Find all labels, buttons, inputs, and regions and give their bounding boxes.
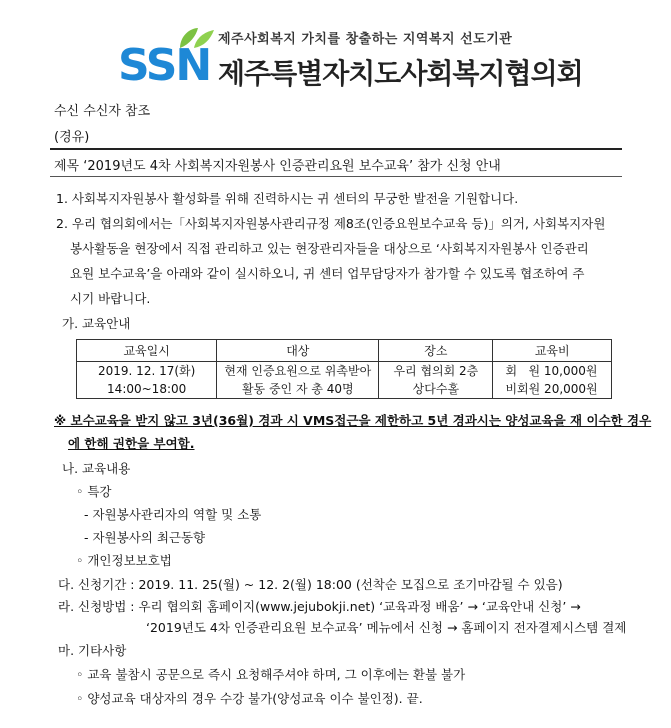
org-name: 제주특별자치도사회복지협의회 <box>218 57 583 90</box>
list-item: ◦ 양성교육 대상자의 경우 수강 불가(양성교육 이수 불인정). 끝. <box>76 691 423 706</box>
paragraph-2-line-2: 봉사활동을 현장에서 직접 관리하고 있는 현장관리자들을 대상으로 ‘사회복지자원봉사 인증관리 <box>70 241 589 256</box>
paragraph-2-line-1: 2. 우리 협의회에서는「사회복지자원봉사관리규정 제8조(인증요원보수교육 등)」의거, 사회복지자원 <box>56 216 606 231</box>
paragraph-2-line-4: 시기 바랍니다. <box>70 291 151 306</box>
subject-line: 제목 ‘2019년도 4차 사회복지자원봉사 인증관리요원 보수교육’ 참가 신청 안내 <box>54 159 501 174</box>
paragraph-1: 1. 사회복지자원봉사 활성화를 위해 진력하시는 귀 센터의 무궁한 발전을 기원합니다. <box>56 191 519 206</box>
section-ra-line-1: 라. 신청방법 : 우리 협의회 홈페이지(www.jejubokji.net) ‘교육과정 배움’ → ‘교육안내 신청’ → <box>58 599 581 614</box>
table-cell-target <box>217 362 379 399</box>
list-item: ◦ 개인정보보호법 <box>76 553 172 568</box>
divider <box>50 176 622 177</box>
time-text: 14:00~18:00 <box>107 382 187 396</box>
paragraph-2-line-3: 요원 보수교육’을 아래와 같이 실시하오니, 귀 센터 업무담당자가 참가할 수 있도록 협조하여 주 <box>70 266 585 281</box>
divider <box>50 148 622 150</box>
table-header-cell: 교육비 <box>493 340 612 362</box>
table-cell-place <box>379 362 493 399</box>
ssn-logo: SSN <box>118 40 211 91</box>
table-cell-fee <box>493 362 612 399</box>
recipient-line: 수신 수신자 참조 <box>54 104 151 119</box>
date-text: 2019. 12. 17(화) <box>98 364 196 378</box>
education-info-table <box>76 339 612 399</box>
org-slogan: 제주사회복지 가치를 창출하는 지역복지 선도기관 <box>218 32 513 47</box>
section-ga-heading: 가. 교육안내 <box>62 316 131 331</box>
table-header-row <box>77 340 612 362</box>
table-header-cell: 장소 <box>379 340 493 362</box>
section-ma-heading: 마. 기타사항 <box>58 643 127 658</box>
table-header-cell: 대상 <box>217 340 379 362</box>
list-item: - 자원봉사의 최근동향 <box>84 530 206 545</box>
table-row <box>77 362 612 399</box>
fee-nonmember-text: 비회원 20,000원 <box>505 382 598 396</box>
table-cell-date <box>77 362 217 399</box>
list-item: - 자원봉사관리자의 역할 및 소통 <box>84 507 262 522</box>
place-text: 우리 협의회 2층 <box>393 364 479 378</box>
list-item: ◦ 특강 <box>76 484 112 499</box>
via-line: (경유) <box>54 130 90 145</box>
place-text: 상다수홀 <box>412 382 460 396</box>
list-item: ◦ 교육 불참시 공문으로 즉시 요청해주셔야 하며, 그 이후에는 환불 불가 <box>76 667 466 682</box>
section-da: 다. 신청기간 : 2019. 11. 25(월) ~ 12. 2(월) 18:00 (선착순 모집으로 조기마감될 수 있음) <box>58 577 563 592</box>
target-text: 현재 인증요원으로 위촉받아 <box>224 364 372 378</box>
notice-line-1: ※ 보수교육을 받지 않고 3년(36월) 경과 시 VMS접근을 제한하고 5년 경과시는 양성교육을 재 이수한 경우 <box>54 413 652 428</box>
section-ra-line-2: ‘2019년도 4차 인증관리요원 보수교육’ 메뉴에서 신청 → 홈페이지 전자결제시스템 결제 <box>146 620 627 635</box>
target-text: 활동 중인 자 총 40명 <box>241 382 354 396</box>
section-na-heading: 나. 교육내용 <box>62 461 131 476</box>
table-header-cell: 교육일시 <box>77 340 217 362</box>
notice-line-2: 에 한해 권한을 부여함. <box>68 436 195 451</box>
fee-member-text: 회 원 10,000원 <box>505 364 598 378</box>
